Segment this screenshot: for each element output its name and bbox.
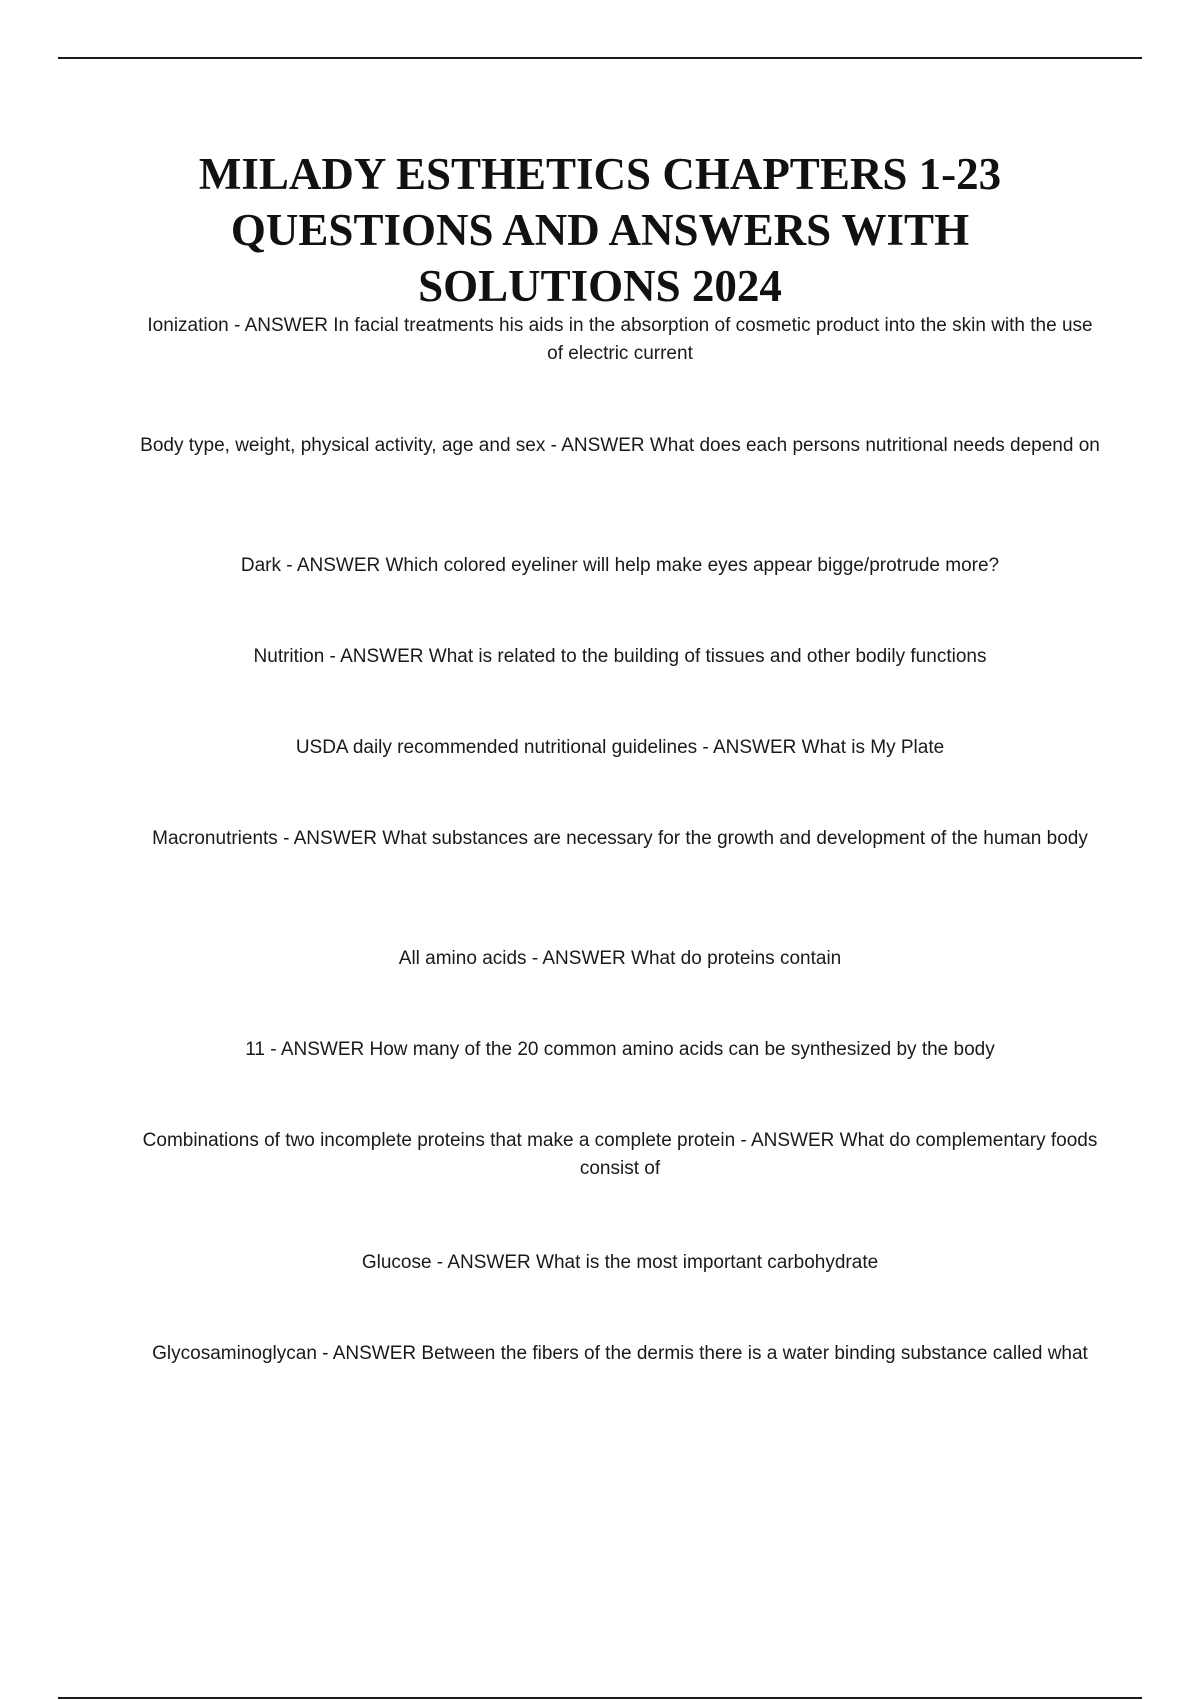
qa-entry-glycosaminoglycan: Glycosaminoglycan - ANSWER Between the fibers of the dermis there is a water binding substance called what <box>152 1343 1088 1364</box>
qa-entry-proteins: All amino acids - ANSWER What do proteins contain <box>398 948 842 969</box>
qa-entry-nutrition: Nutrition - ANSWER What is related to the building of tissues and other bodily functions <box>253 646 987 667</box>
bottom-rule <box>58 1697 1142 1699</box>
qa-entry-complementary-foods: Combinations of two incomplete proteins that make a complete protein - ANSWER What do complementary foods consist of <box>142 1130 1098 1179</box>
qa-entry-my-plate: USDA daily recommended nutritional guidelines - ANSWER What is My Plate <box>295 737 945 758</box>
qa-entry-glucose: Glucose - ANSWER What is the most important carbohydrate <box>361 1252 879 1273</box>
qa-entry-amino-acids: 11 - ANSWER How many of the 20 common amino acids can be synthesized by the body <box>245 1039 995 1060</box>
qa-entry-nutritional-needs: Body type, weight, physical activity, age and sex - ANSWER What does each persons nutritional needs depend on <box>140 435 1100 456</box>
qa-entry-eyeliner: Dark - ANSWER Which colored eyeliner will help make eyes appear bigge/protrude more? <box>240 555 1000 576</box>
qa-entry-ionization: Ionization - ANSWER In facial treatments his aids in the absorption of cosmetic product into the skin with the use of electric current <box>147 315 1093 364</box>
top-rule <box>58 57 1142 59</box>
title-line-3: SOLUTIONS 2024 <box>418 261 782 311</box>
document-title <box>100 146 1100 314</box>
title-line-1: MILADY ESTHETICS CHAPTERS 1-23 <box>198 149 1002 199</box>
title-line-2: QUESTIONS AND ANSWERS WITH <box>230 205 970 255</box>
qa-entry-macronutrients: Macronutrients - ANSWER What substances are necessary for the growth and development of the human body <box>152 828 1088 849</box>
